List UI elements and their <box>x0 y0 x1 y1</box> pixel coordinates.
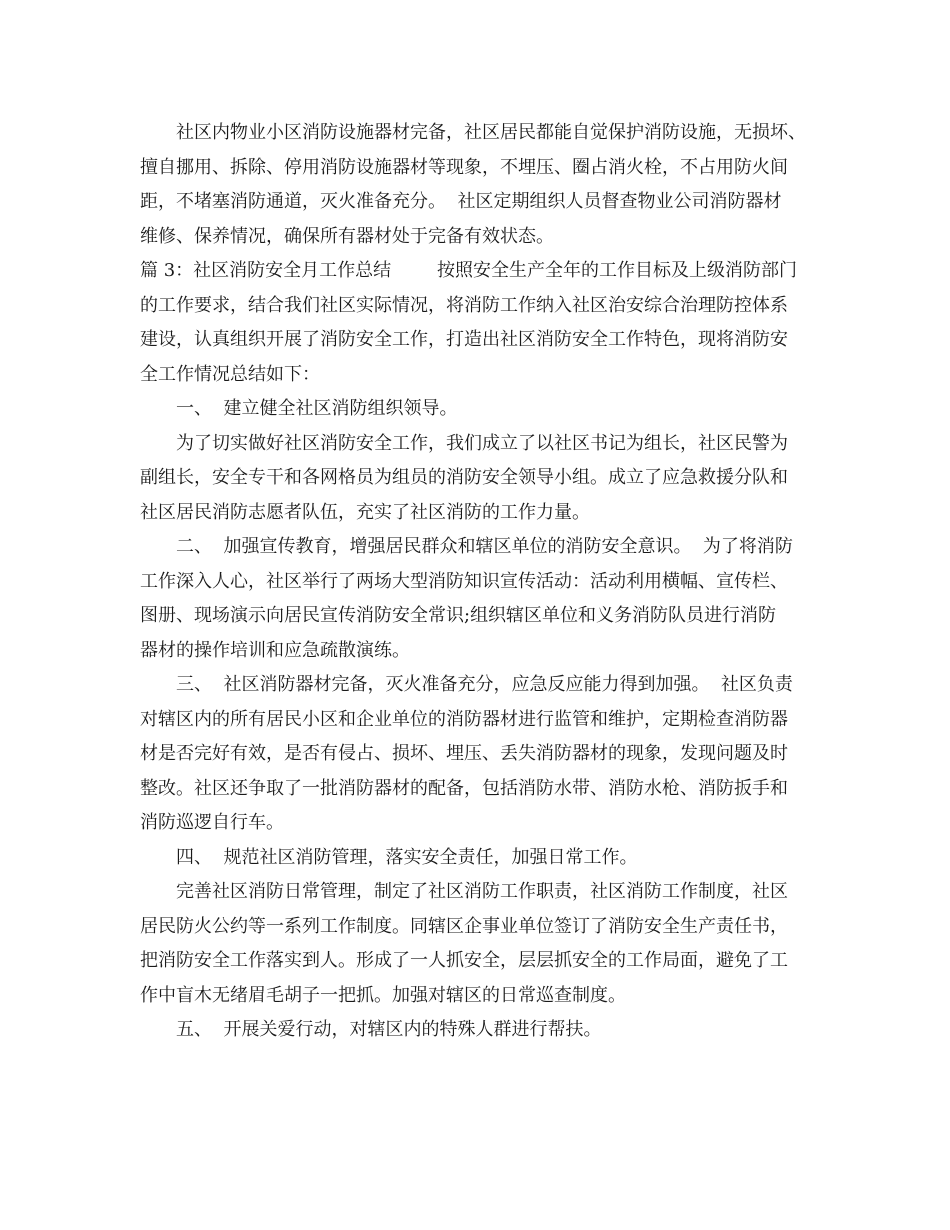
paragraph-line: 整改。社区还争取了一批消防器材的配备，包括消防水带、消防水枪、消防扳手和 <box>140 778 788 799</box>
paragraph-line: 材是否完好有效，是否有侵占、损坏、埋压、丢失消防器材的现象，发现问题及时 <box>140 743 788 764</box>
paragraph-line: 社区居民消防志愿者队伍，充实了社区消防的工作力量。 <box>140 502 590 523</box>
paragraph-line: 居民防火公约等一系列工作制度。同辖区企事业单位签订了消防安全生产责任书， <box>140 916 788 937</box>
paragraph-line: 把消防安全工作落实到人。形成了一人抓安全，层层抓安全的工作局面，避免了工 <box>140 950 788 971</box>
paragraph-line: 擅自挪用、拆除、停用消防设施器材等现象，不埋压、圈占消火栓，不占用防火间 <box>140 157 788 178</box>
paragraph-line: 建设，认真组织开展了消防安全工作，打造出社区消防安全工作特色，现将消防安 <box>140 329 788 350</box>
paragraph-line: 对辖区内的所有居民小区和企业单位的消防器材进行监管和维护，定期检查消防器 <box>140 709 788 730</box>
list-heading-2: 二、 加强宣传教育，增强居民群众和辖区单位的消防安全意识。 为了将消防 <box>176 536 793 557</box>
paragraph-line: 工作深入人心，社区举行了两场大型消防知识宣传活动：活动利用横幅、宣传栏、 <box>140 571 788 592</box>
list-heading-3: 三、 社区消防器材完备，灭火准备充分，应急反应能力得到加强。 社区负责 <box>176 674 793 695</box>
paragraph-line: 副组长，安全专干和各网格员为组员的消防安全领导小组。成立了应急救援分队和 <box>140 467 788 488</box>
paragraph-line: 作中盲木无绪眉毛胡子一把抓。加强对辖区的日常巡查制度。 <box>140 985 626 1006</box>
section-heading-line: 篇 3：社区消防安全月工作总结 按照安全生产全年的工作目标及上级消防部门 <box>140 260 797 281</box>
paragraph-line: 维修、保养情况，确保所有器材处于完备有效状态。 <box>140 226 554 247</box>
paragraph-line: 全工作情况总结如下： <box>140 364 320 385</box>
paragraph-line: 消防巡逻自行车。 <box>140 812 284 833</box>
paragraph-line: 社区内物业小区消防设施器材完备，社区居民都能自觉保护消防设施，无损坏、 <box>176 122 806 143</box>
paragraph-line: 距，不堵塞消防通道，灭火准备充分。 社区定期组织人员督查物业公司消防器材 <box>140 191 782 212</box>
paragraph-line: 的工作要求，结合我们社区实际情况，将消防工作纳入社区治安综合治理防控体系 <box>140 295 788 316</box>
paragraph-line: 图册、现场演示向居民宣传消防安全常识;组织辖区单位和义务消防队员进行消防 <box>140 605 777 626</box>
paragraph-line: 完善社区消防日常管理，制定了社区消防工作职责，社区消防工作制度，社区 <box>176 881 788 902</box>
list-heading-4: 四、 规范社区消防管理，落实安全责任，加强日常工作。 <box>176 847 638 868</box>
paragraph-line: 器材的操作培训和应急疏散演练。 <box>140 640 410 661</box>
list-heading-1: 一、 建立健全社区消防组织领导。 <box>176 398 458 419</box>
paragraph-line: 为了切实做好社区消防安全工作，我们成立了以社区书记为组长，社区民警为 <box>176 433 788 454</box>
list-heading-5: 五、 开展关爱行动，对辖区内的特殊人群进行帮扶。 <box>176 1019 602 1040</box>
